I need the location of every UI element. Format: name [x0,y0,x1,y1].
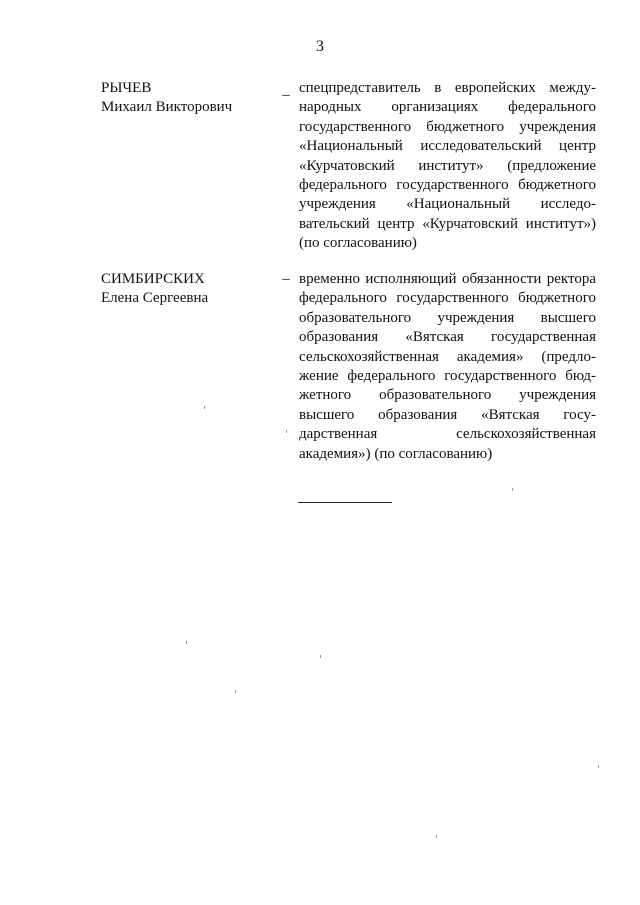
scan-speck [204,406,205,409]
scan-speck [286,430,287,433]
appointee-given-names: Михаил Викторович [101,99,233,116]
scan-speck [186,641,187,644]
appointee-surname: РЫЧЕВ [101,80,152,96]
appointee-name [101,270,276,309]
scan-speck [436,835,437,838]
appointee-position-description: временно исполняющий обязанности ректора федерального государственного бюджетного образовательного учреждения высшего образования «Вятская государственная сельскохозяйственная академия» (предложение федерального государственного бюджетного образовательного учреждения высшего образования «Вятская государственная сельскохозяйственная академия») (по согласованию) [299,271,596,462]
appointee-position-description: спецпредставитель в европейских международных организациях федерального государственного бюджетного учреждения «Национальный исследовательский центр «Курчатовский институт» (предложение федерального государственного бюджетного учреждения «Национальный исследовательский центр «Курчатовский институт») (по согласованию) [299,80,596,252]
page-number: 3 [316,38,324,55]
closing-rule [298,502,392,503]
appointee-surname: СИМБИРСКИХ [101,271,205,287]
scan-speck [235,690,236,693]
appointee-name [101,79,276,118]
entry-dash: – [282,271,290,287]
appointee-given-names: Елена Сергеевна [101,290,209,307]
entry-dash: _ [282,82,290,98]
scan-speck [512,488,513,491]
scan-speck [598,765,599,768]
scan-speck [320,655,321,658]
